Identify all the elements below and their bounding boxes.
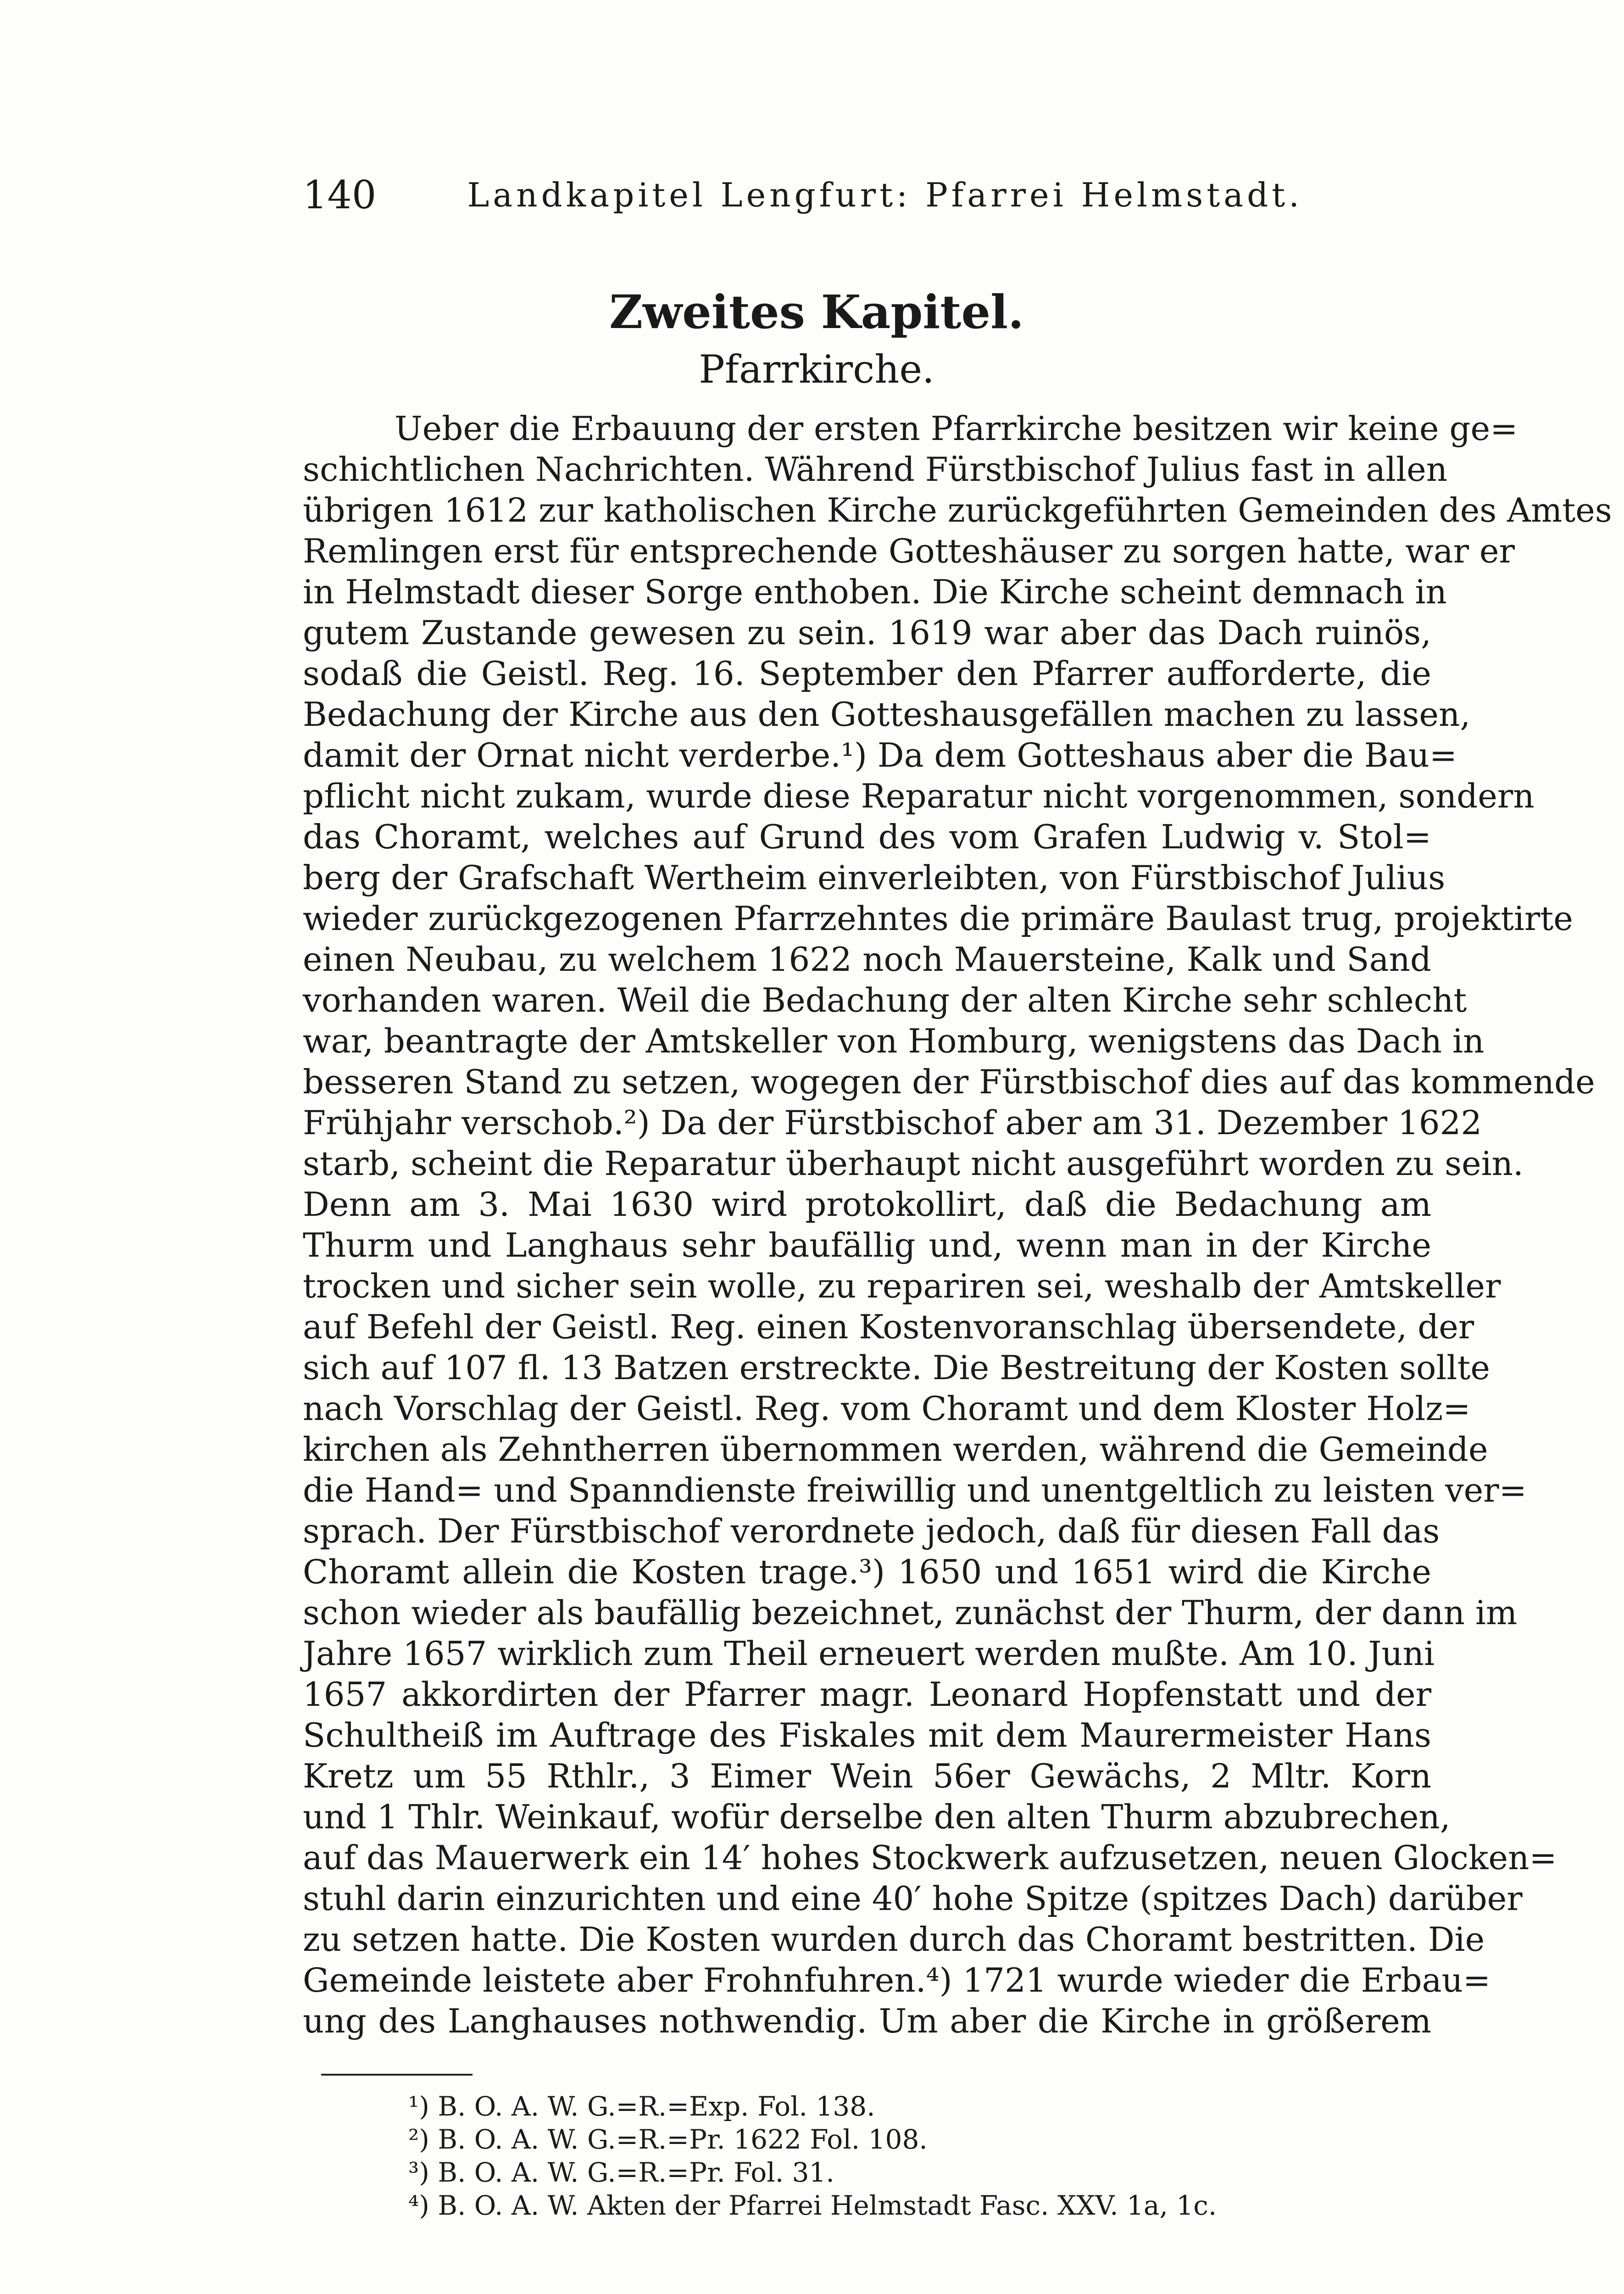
text-line: Ueber die Erbauung der ersten Pfarrkirche besitzen wir keine ge=: [395, 409, 1518, 448]
chapter-title: Zweites Kapitel.: [609, 285, 1024, 339]
text-line: berg der Grafschaft Wertheim einverleibten, von Fürstbischof Julius: [303, 858, 1446, 897]
text-line: starb, scheint die Reparatur überhaupt nicht ausgeführt worden zu sein.: [303, 1144, 1524, 1183]
text-line: vorhanden waren. Weil die Bedachung der alten Kirche sehr schlecht: [303, 981, 1467, 1019]
text-line: 1657 akkordirten der Pfarrer magr. Leonard Hopfenstatt und der: [303, 1675, 1431, 1714]
text-line: sprach. Der Fürstbischof verordnete jedoch, daß für diesen Fall das: [303, 1512, 1440, 1550]
section-title: Pfarrkirche.: [699, 347, 934, 392]
text-line: Gemeinde leistete aber Frohnfuhren.⁴) 1721 wurde wieder die Erbau=: [303, 1961, 1491, 1999]
text-line: Frühjahr verschob.²) Da der Fürstbischof aber am 31. Dezember 1622: [303, 1103, 1482, 1142]
footnote: ⁴) B. O. A. W. Akten der Pfarrei Helmstadt Fasc. XXV. 1a, 1c.: [408, 2190, 1217, 2221]
text-line: kirchen als Zehntherren übernommen werden, während die Gemeinde: [303, 1430, 1488, 1469]
text-line: die Hand= und Spanndienste freiwillig und unentgeltlich zu leisten ver=: [303, 1471, 1527, 1509]
text-line: zu setzen hatte. Die Kosten wurden durch das Choramt bestritten. Die: [303, 1920, 1485, 1959]
text-line: einen Neubau, zu welchem 1622 noch Mauersteine, Kalk und Sand: [303, 940, 1431, 979]
footnote: ¹) B. O. A. W. G.=R.=Exp. Fol. 138.: [408, 2091, 875, 2122]
text-line: in Helmstadt dieser Sorge enthoben. Die Kirche scheint demnach in: [303, 573, 1447, 611]
text-line: stuhl darin einzurichten und eine 40′ hohe Spitze (spitzes Dach) darüber: [303, 1879, 1523, 1918]
text-line: wieder zurückgezogenen Pfarrzehntes die primäre Baulast trug, projektirte: [303, 899, 1573, 938]
text-line: auf Befehl der Geistl. Reg. einen Kostenvoranschlag übersendete, der: [303, 1308, 1474, 1346]
text-line: schichtlichen Nachrichten. Während Fürstbischof Julius fast in allen: [303, 450, 1448, 489]
text-line: übrigen 1612 zur katholischen Kirche zurückgeführten Gemeinden des Amtes: [303, 491, 1612, 529]
text-line: sodaß die Geistl. Reg. 16. September den Pfarrer aufforderte, die: [303, 654, 1431, 693]
text-line: gutem Zustande gewesen zu sein. 1619 war aber das Dach ruinös,: [303, 613, 1431, 652]
text-line: Bedachung der Kirche aus den Gotteshausgefällen machen zu lassen,: [303, 695, 1471, 734]
text-line: nach Vorschlag der Geistl. Reg. vom Choramt und dem Kloster Holz=: [303, 1389, 1471, 1428]
page-number: 140: [303, 173, 377, 217]
footnotes: [408, 2090, 1463, 2222]
footnote: ²) B. O. A. W. G.=R.=Pr. 1622 Fol. 108.: [408, 2124, 928, 2155]
page-header: [303, 170, 1303, 229]
text-line: Thurm und Langhaus sehr baufällig und, wenn man in der Kirche: [303, 1226, 1431, 1264]
running-head: Landkapitel Lengfurt: Pfarrei Helmstadt.: [467, 176, 1303, 214]
text-line: schon wieder als baufällig bezeichnet, zunächst der Thurm, der dann im: [303, 1593, 1518, 1632]
text-line: Jahre 1657 wirklich zum Theil erneuert werden mußte. Am 10. Juni: [303, 1634, 1435, 1673]
text-line: sich auf 107 fl. 13 Batzen erstreckte. Die Bestreitung der Kosten sollte: [303, 1348, 1490, 1387]
footnote: ³) B. O. A. W. G.=R.=Pr. Fol. 31.: [408, 2157, 834, 2188]
text-line: war, beantragte der Amtskeller von Homburg, wenigstens das Dach in: [303, 1022, 1485, 1060]
text-line: Kretz um 55 Rthlr., 3 Eimer Wein 56er Gewächs, 2 Mltr. Korn: [303, 1757, 1431, 1795]
text-line: pflicht nicht zukam, wurde diese Reparatur nicht vorgenommen, sondern: [303, 777, 1535, 815]
text-line: trocken und sicher sein wolle, zu repariren sei, weshalb der Amtskeller: [303, 1267, 1501, 1305]
text-line: Denn am 3. Mai 1630 wird protokollirt, daß die Bedachung am: [303, 1185, 1431, 1224]
text-line: besseren Stand zu setzen, wogegen der Fürstbischof dies auf das kommende: [303, 1063, 1595, 1101]
text-line: Remlingen erst für entsprechende Gotteshäuser zu sorgen hatte, war er: [303, 532, 1515, 570]
body-paragraph: [303, 408, 1612, 2042]
text-line: und 1 Thlr. Weinkauf, wofür derselbe den alten Thurm abzubrechen,: [303, 1798, 1451, 1836]
text-line: auf das Mauerwerk ein 14′ hohes Stockwerk aufzusetzen, neuen Glocken=: [303, 1838, 1557, 1877]
text-line: Choramt allein die Kosten trage.³) 1650 und 1651 wird die Kirche: [303, 1553, 1431, 1591]
footnote-rule: [321, 2074, 473, 2076]
text-line: das Choramt, welches auf Grund des vom Grafen Ludwig v. Stol=: [303, 818, 1431, 856]
text-line: damit der Ornat nicht verderbe.¹) Da dem Gotteshaus aber die Bau=: [303, 736, 1457, 774]
text-line: Schultheiß im Auftrage des Fiskales mit dem Maurermeister Hans: [303, 1716, 1431, 1754]
text-line: ung des Langhauses nothwendig. Um aber die Kirche in größerem: [303, 2002, 1431, 2040]
